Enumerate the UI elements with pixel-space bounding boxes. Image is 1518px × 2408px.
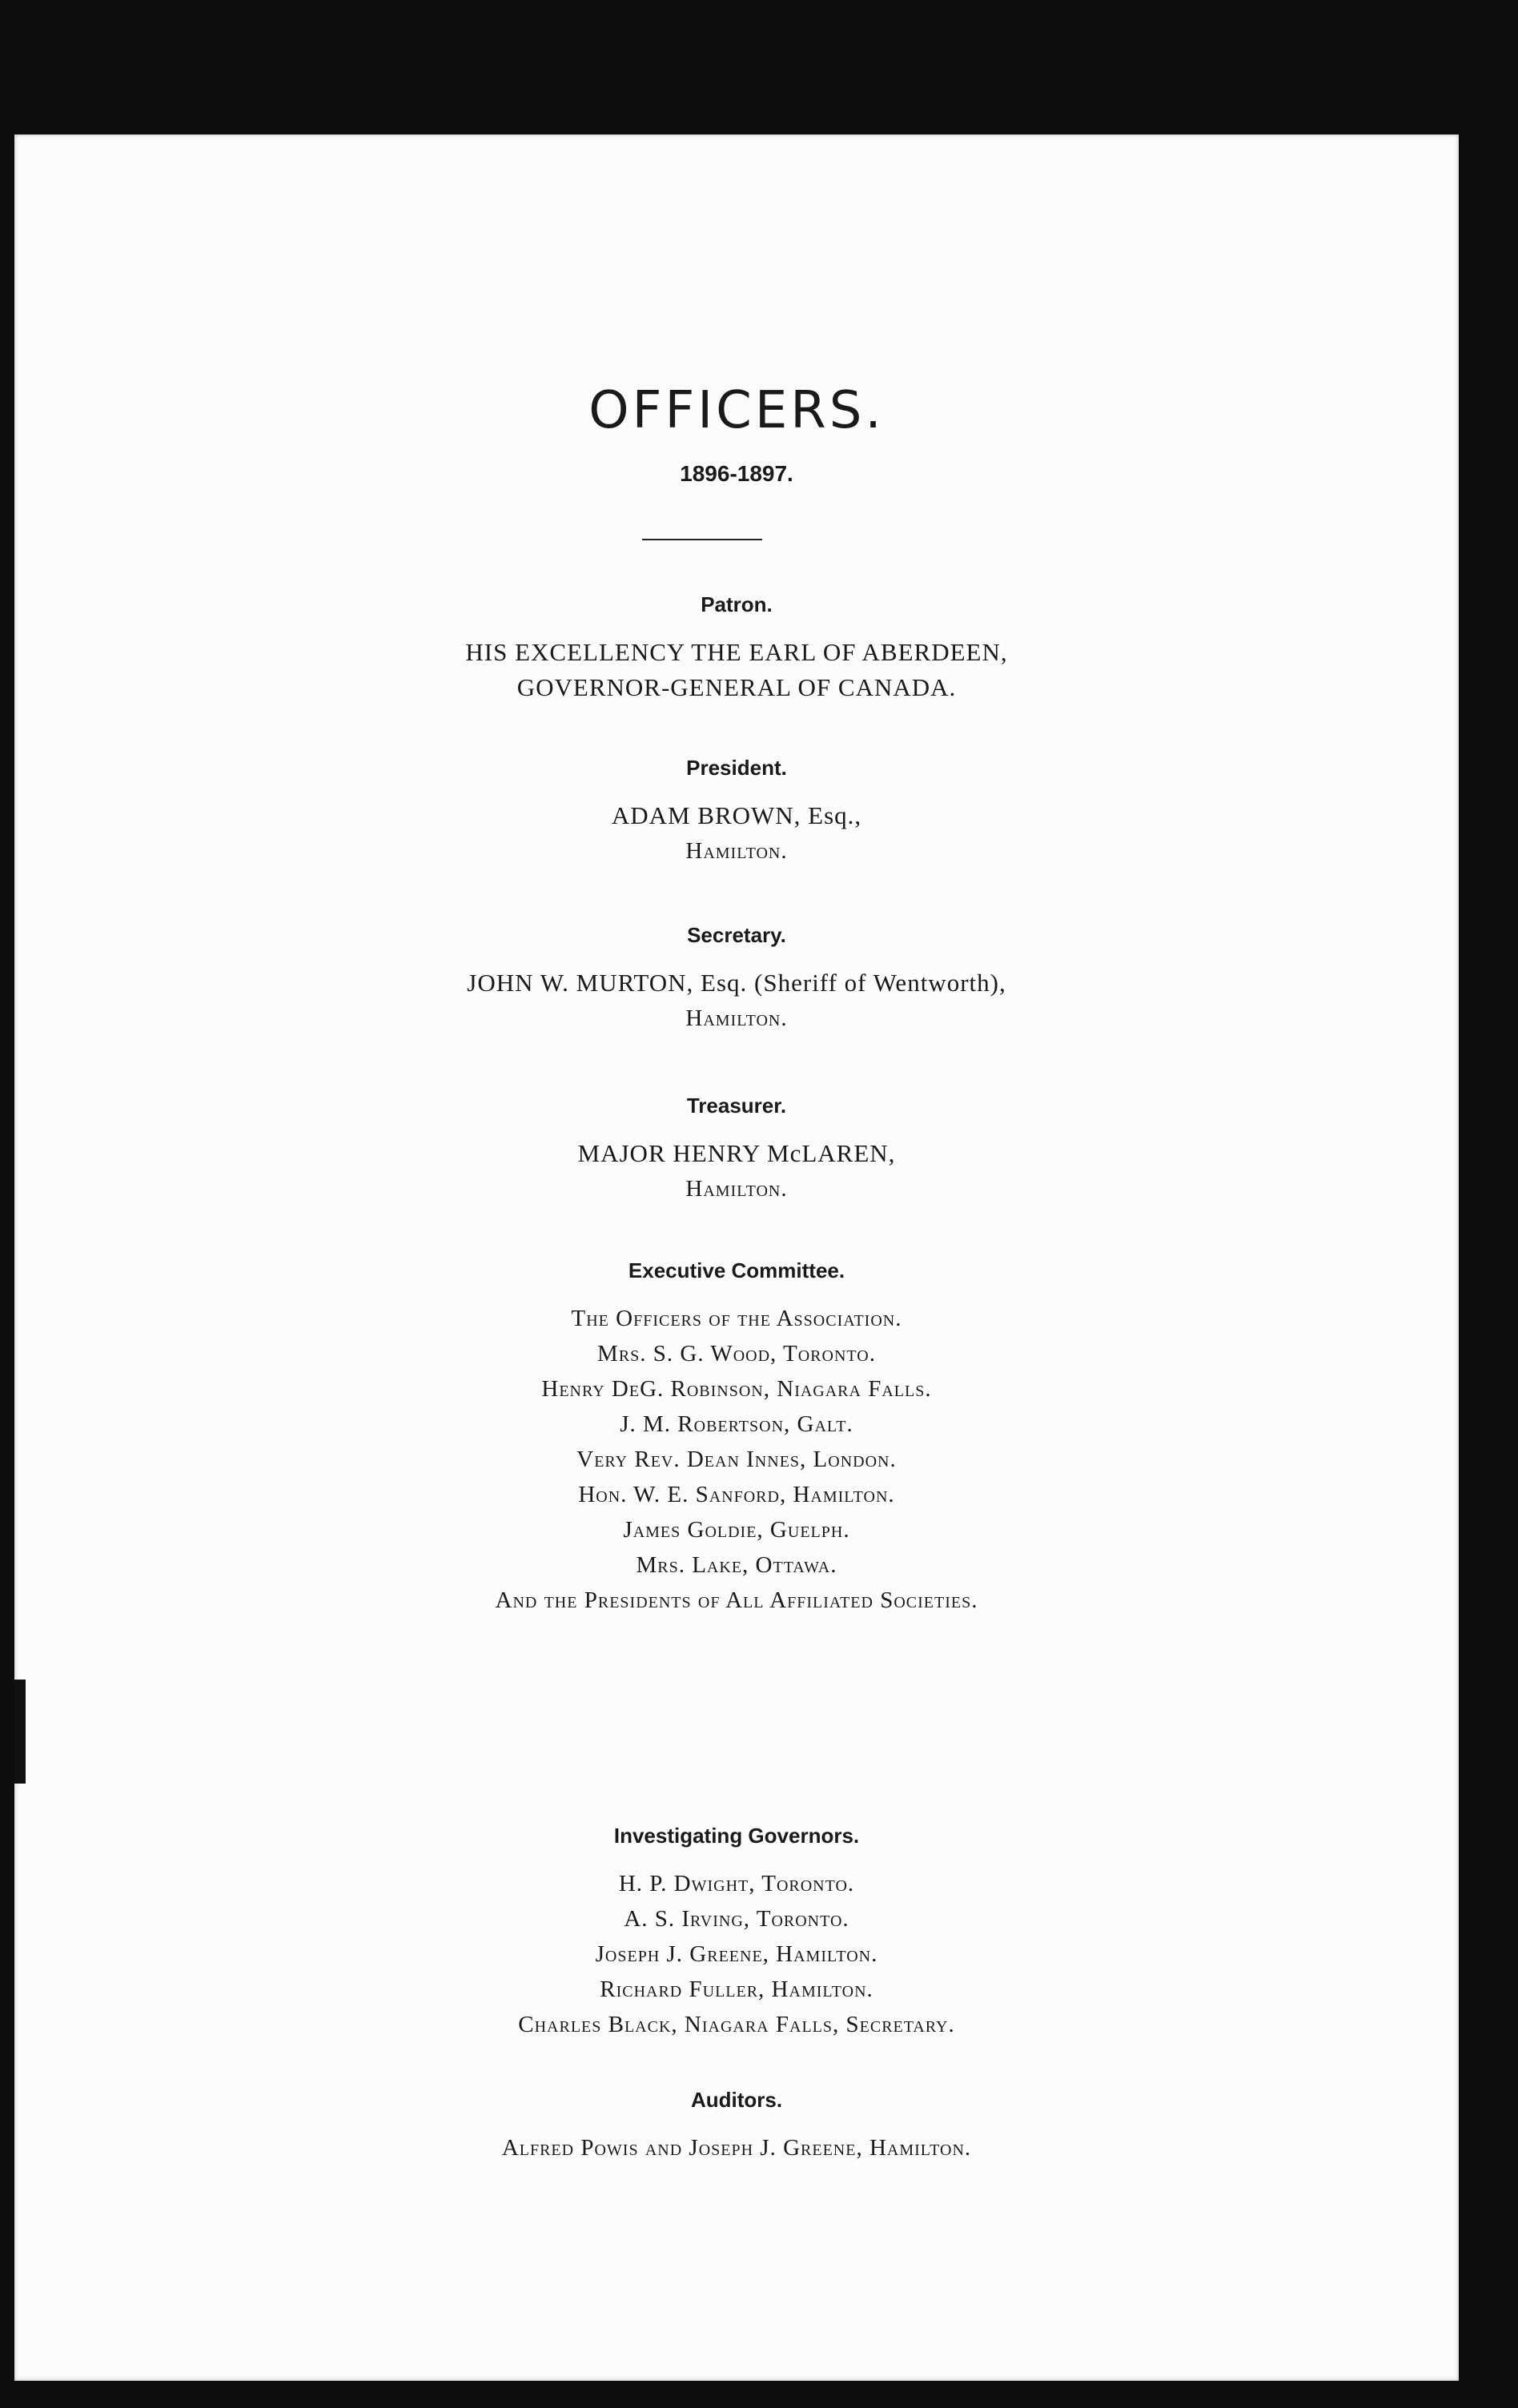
governor-member: A. S. Irving, Toronto. — [624, 1906, 849, 1932]
governor-member: Richard Fuller, Hamilton. — [600, 1977, 873, 2002]
governor-member: Charles Black, Niagara Falls, Secretary. — [518, 2012, 955, 2037]
secretary-name: JOHN W. MURTON, Esq. (Sheriff of Wentworth), — [467, 969, 1006, 997]
president-location: Hamilton. — [685, 838, 788, 864]
treasurer-name: MAJOR HENRY McLAREN, — [577, 1139, 896, 1167]
auditors-line: Alfred Powis and Joseph J. Greene, Hamilton. — [501, 2135, 972, 2161]
patron-line: GOVERNOR-GENERAL OF CANADA. — [516, 673, 957, 701]
committee-member: James Goldie, Guelph. — [623, 1517, 850, 1543]
committee-member: Mrs. Lake, Ottawa. — [636, 1552, 837, 1578]
page-years: 1896-1897. — [680, 461, 793, 486]
president-name: ADAM BROWN, Esq., — [611, 801, 862, 829]
executive-committee-section — [14, 1258, 1459, 1618]
executive-committee-heading: Executive Committee. — [628, 1258, 845, 1282]
treasurer-heading: Treasurer. — [686, 1094, 787, 1118]
investigating-governors-heading: Investigating Governors. — [613, 1824, 860, 1848]
president-section — [14, 756, 1459, 869]
patron-section — [14, 592, 1459, 705]
committee-member: The Officers of the Association. — [571, 1306, 902, 1331]
governor-member: H. P. Dwight, Toronto. — [618, 1871, 855, 1896]
committee-member: Henry DeG. Robinson, Niagara Falls. — [541, 1376, 932, 1402]
committee-member: J. M. Robertson, Galt. — [620, 1411, 853, 1437]
patron-line: HIS EXCELLENCY THE EARL OF ABERDEEN, — [465, 638, 1008, 666]
investigating-governors-section — [14, 1824, 1459, 2042]
auditors-heading: Auditors. — [690, 2088, 783, 2112]
treasurer-location: Hamilton. — [685, 1176, 788, 1202]
auditors-section — [14, 2088, 1459, 2165]
binding-strip — [14, 1680, 26, 1784]
treasurer-section — [14, 1094, 1459, 1206]
committee-member: Hon. W. E. Sanford, Hamilton. — [578, 1482, 895, 1507]
governor-member: Joseph J. Greene, Hamilton. — [595, 1941, 878, 1967]
patron-heading: Patron. — [701, 592, 773, 616]
document-page — [14, 134, 1459, 2381]
committee-member: And the Presidents of All Affiliated Societies. — [495, 1587, 978, 1613]
page-title: OFFICERS. — [588, 381, 885, 440]
divider-rule — [642, 539, 762, 540]
president-heading: President. — [686, 756, 787, 780]
secretary-heading: Secretary. — [687, 923, 786, 947]
committee-member: Mrs. S. G. Wood, Toronto. — [597, 1341, 876, 1367]
secretary-section — [14, 923, 1459, 1036]
committee-member: Very Rev. Dean Innes, London. — [576, 1447, 897, 1472]
secretary-location: Hamilton. — [685, 1005, 788, 1031]
